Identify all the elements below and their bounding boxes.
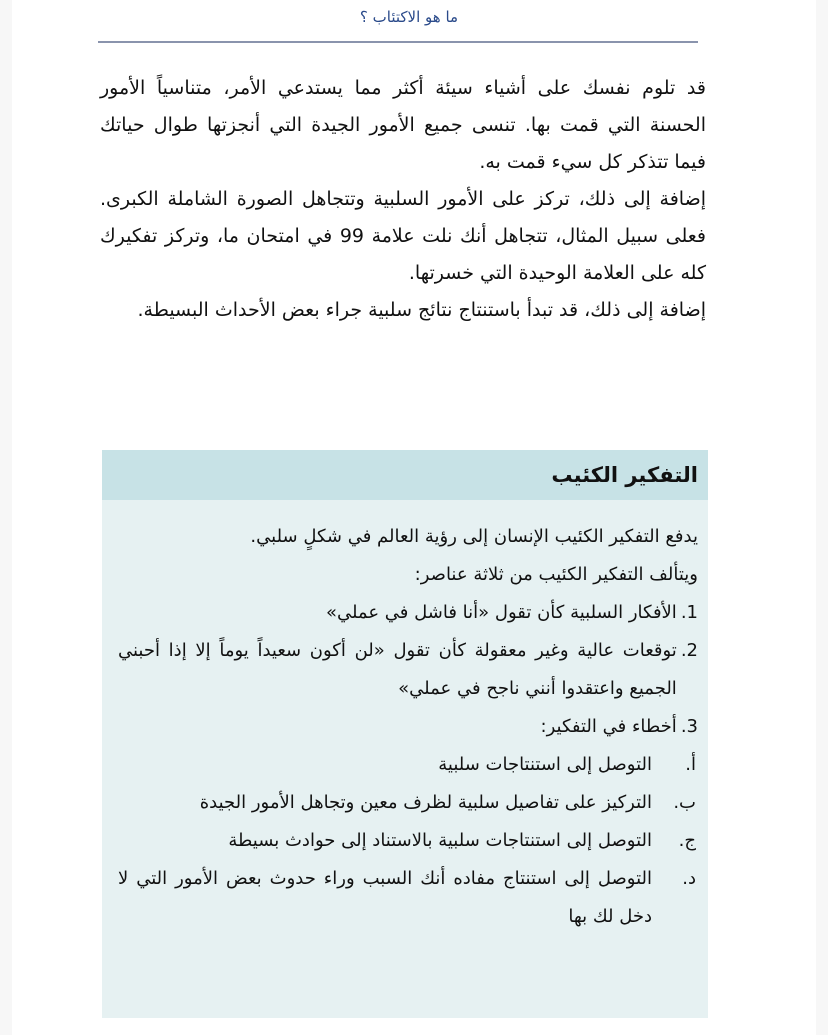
sub-list-item — [118, 784, 698, 822]
box-body — [102, 500, 708, 936]
list-item-number: 1. — [680, 602, 698, 623]
list-item — [118, 594, 698, 632]
depressive-thinking-box — [102, 450, 708, 1018]
header-divider — [98, 41, 698, 43]
header-title: ما هو الاكتئاب ؟ — [359, 8, 459, 26]
sub-item-letter: أ. — [685, 754, 696, 775]
list-item-number: 3. — [680, 716, 698, 737]
sub-list-item — [118, 860, 698, 936]
box-title: التفكير الكئيب — [551, 463, 698, 487]
sub-item-text: التوصل إلى استنتاجات سلبية بالاستناد إلى حوادث بسيطة — [228, 830, 652, 851]
sub-item-text: التوصل إلى استنتاجات سلبية — [438, 754, 652, 775]
sub-item-letter: ب. — [673, 792, 696, 813]
box-intro-line: ويتألف التفكير الكئيب من ثلاثة عناصر: — [414, 564, 698, 585]
list-item-number: 2. — [680, 640, 698, 661]
box-header — [102, 450, 708, 500]
sub-list-item — [118, 822, 698, 860]
sub-item-letter: ج. — [678, 830, 696, 851]
sub-list-item — [118, 746, 698, 784]
list-item — [118, 632, 698, 708]
list-item — [118, 708, 698, 746]
intro-text — [100, 70, 706, 329]
sub-item-letter: د. — [682, 868, 696, 889]
sub-item-text: التوصل إلى استنتاج مفاده أنك السبب وراء حدوث بعض الأمور التي لا دخل لك بها — [118, 868, 652, 927]
document-page — [12, 0, 816, 1035]
intro-paragraph: إضافة إلى ذلك، تركز على الأمور السلبية وتتجاهل الصورة الشاملة الكبرى. فعلى سبيل المثال، تتجاهل أنك نلت علامة 99 في امتحان ما، وتركز تفكيرك كله على العلامة الوحيدة التي خسرتها. — [100, 188, 706, 284]
box-intro-line: يدفع التفكير الكئيب الإنسان إلى رؤية العالم في شكلٍ سلبي. — [250, 526, 698, 547]
list-item-text: توقعات عالية وغير معقولة كأن تقول «لن أكون سعيداً يوماً إلا إذا أحبني الجميع واعتقدوا أنني ناجح في عملي» — [118, 640, 677, 699]
list-item-text: أخطاء في التفكير: — [540, 716, 677, 737]
intro-paragraph: قد تلوم نفسك على أشياء سيئة أكثر مما يستدعي الأمر، متناسياً الأمور الحسنة التي قمت بها. تنسى جميع الأمور الجيدة التي أنجزتها طوال حياتك فيما تتذكر كل سيء قمت به. — [100, 77, 706, 173]
sub-item-text: التركيز على تفاصيل سلبية لظرف معين وتجاهل الأمور الجيدة — [199, 792, 652, 813]
intro-paragraph: إضافة إلى ذلك، قد تبدأ باستنتاج نتائج سلبية جراء بعض الأحداث البسيطة. — [137, 299, 706, 321]
list-item-text: الأفكار السلبية كأن تقول «أنا فاشل في عملي» — [325, 602, 677, 623]
